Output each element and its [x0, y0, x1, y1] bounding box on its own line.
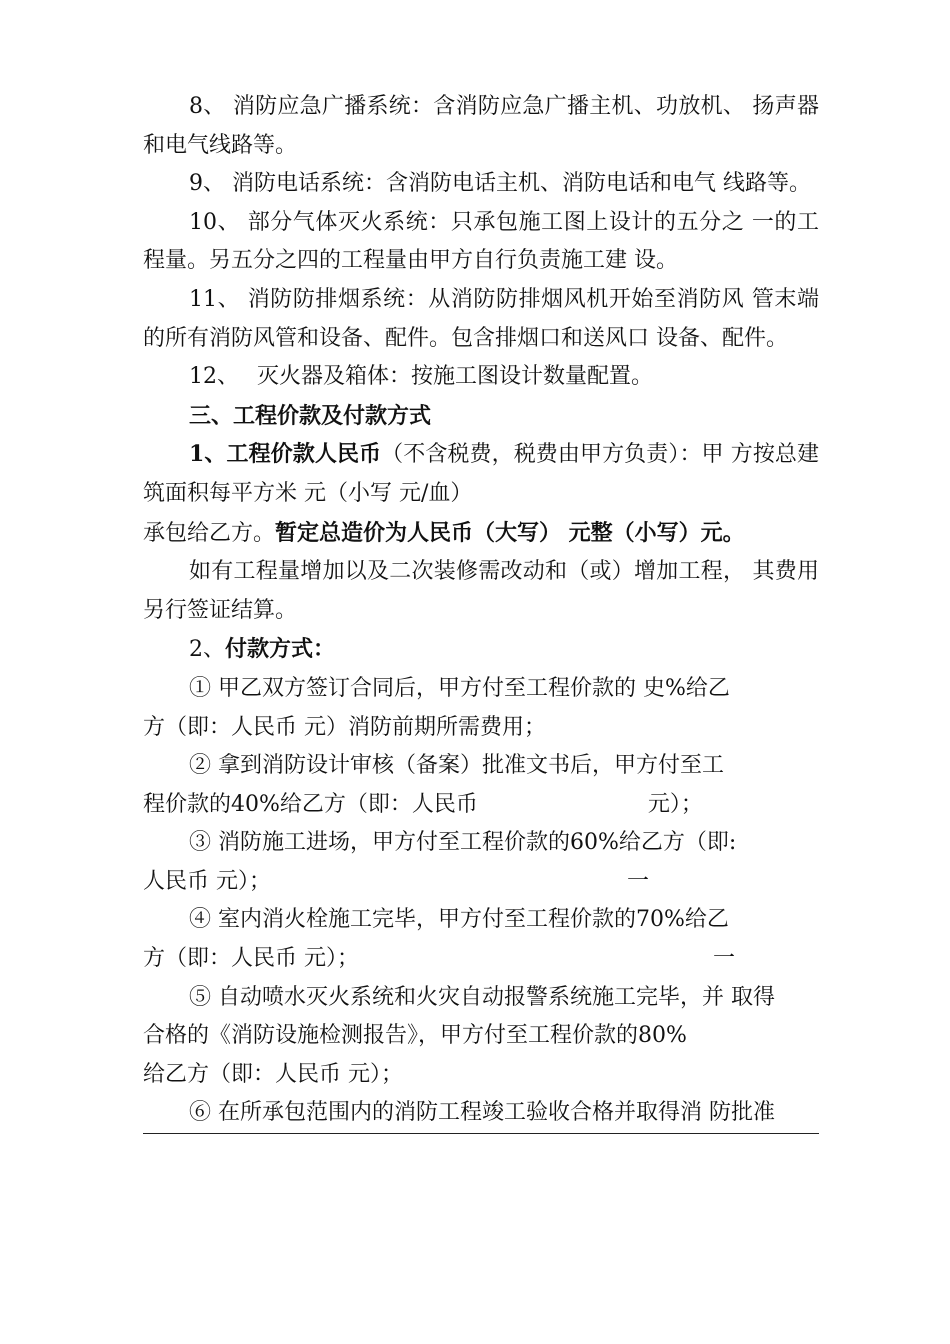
payment-3-line-2 — [143, 863, 819, 902]
payment-title-text: 付款方式： — [225, 636, 336, 663]
payment-title-number: 2、 — [189, 637, 225, 663]
price-total-line — [143, 514, 819, 554]
payment-5-line-2: 合格的《消防设施检测报告》，甲方付至工程价款的80% — [143, 1023, 687, 1049]
item-12: 12、 灭火器及箱体：按施工图设计数量配置。 — [189, 364, 653, 390]
payment-2-text: 程价款的40%给乙方（即：人民币 — [143, 791, 478, 817]
payment-3-mark: 一 — [627, 868, 650, 894]
payment-6-line-1: ⑥ 在所承包范围内的消防工程竣工验收合格并取得消 防批准 — [189, 1100, 775, 1126]
payment-1-line-2: 方（即：人民币 元）消防前期所需费用； — [143, 714, 546, 740]
payment-title — [143, 630, 819, 670]
payment-3-line-1: ③ 消防施工进场，甲方付至工程价款的60%给乙方（即: — [189, 830, 737, 856]
payment-2-unit: 元）； — [647, 791, 703, 817]
payment-4-line-2 — [143, 940, 819, 979]
payment-3-text: 人民币 元）； — [143, 868, 271, 894]
item-11: 11、 消防防排烟系统：从消防防排烟风机开始至消防风 管末端的所有消防风管和设备、配件。包含排烟口和送风口 设备、配件。 — [143, 286, 819, 351]
price-label: 1、工程价款人民币 — [189, 441, 382, 468]
payment-2-line-2 — [143, 786, 819, 825]
horizontal-rule — [143, 1133, 819, 1134]
payment-1-line-1: ① 甲乙双方签订合同后，甲方付至工程价款的 史%给乙 — [189, 675, 730, 701]
payment-5-line-1: ⑤ 自动喷水灭火系统和火灾自动报警系统施工完毕，并 取得 — [189, 984, 775, 1010]
payment-5-line-3: 给乙方（即：人民币 元）； — [143, 1061, 403, 1087]
document-body — [143, 88, 819, 1133]
section-heading: 三、工程价款及付款方式 — [189, 402, 432, 429]
price-paragraph — [143, 435, 819, 513]
payment-4-line-1: ④ 室内消火栓施工完毕，甲方付至工程价款的70%给乙 — [189, 907, 729, 933]
price-contract-text: 承包给乙方。 — [143, 520, 276, 546]
item-10: 10、 部分气体灭火系统：只承包施工图上设计的五分之 一的工程量。另五分之四的工程量由甲方自行负责施工建 设。 — [143, 209, 819, 274]
price-terms: （不含税费，税费由甲方负责）：甲 方按总建筑面积每平方米 元（小写 元/血） — [143, 442, 820, 506]
item-9: 9、 消防电话系统：含消防电话主机、消防电话和电气 线路等。 — [189, 171, 811, 197]
price-total-text: 暂定总造价为人民币（大写） 元整（小写）元。 — [275, 519, 745, 546]
payment-2-line-1: ② 拿到消防设计审核（备案）批准文书后，甲方付至工 — [189, 753, 724, 779]
payment-4-text: 方（即：人民币 元）； — [143, 946, 359, 972]
extra-work-paragraph: 如有工程量增加以及二次装修需改动和（或）增加工程， 其费用另行签证结算。 — [143, 559, 819, 623]
payment-4-mark: 一 — [713, 946, 736, 972]
item-8: 8、 消防应急广播系统：含消防应急广播主机、功放机、 扬声器和电气线路等。 — [143, 94, 819, 158]
